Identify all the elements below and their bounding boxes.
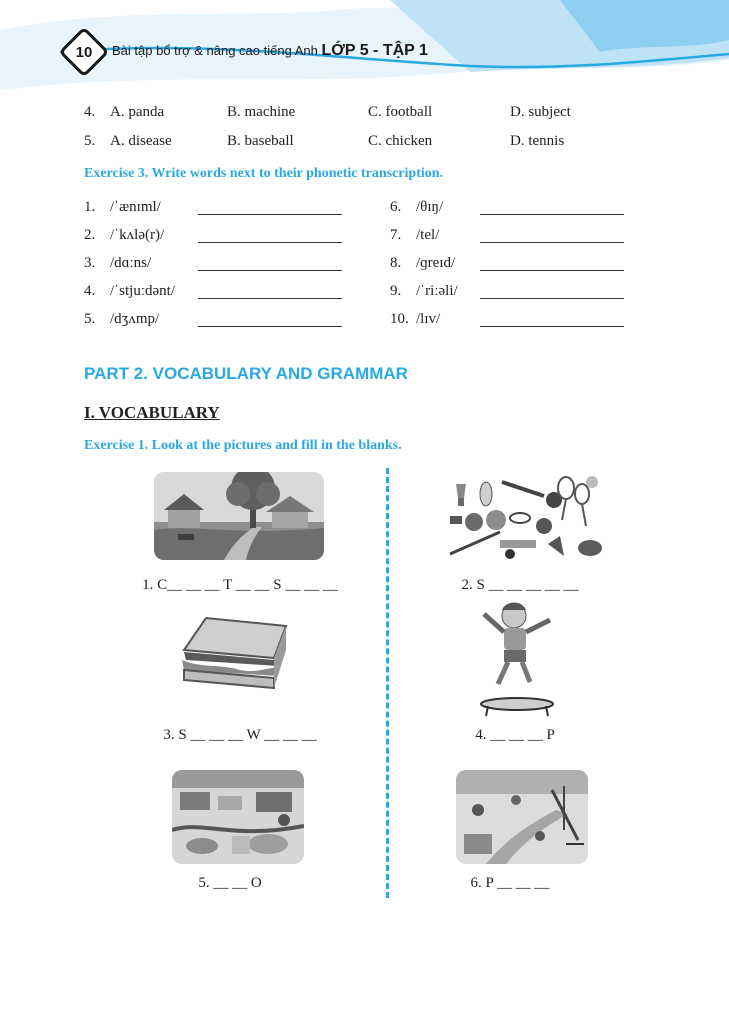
answer-blank[interactable] <box>480 242 624 243</box>
answer-blank[interactable] <box>480 270 624 271</box>
picture-caption: 5. __ __ O <box>198 875 262 891</box>
picture-caption: 3. S __ __ __ W __ __ __ <box>163 727 317 743</box>
picture-caption: 4. __ __ __ P <box>475 727 555 743</box>
picture-caption: 6. P __ __ __ <box>470 875 550 891</box>
vocabulary-heading: I. VOCABULARY <box>84 403 220 422</box>
sandwich-picture <box>170 610 292 692</box>
answer-blank[interactable] <box>480 326 624 327</box>
sports-picture <box>444 472 606 562</box>
park-picture <box>456 770 588 864</box>
part2-heading: PART 2. VOCABULARY AND GRAMMAR <box>84 364 408 383</box>
jump-picture <box>472 600 562 718</box>
answer-blank[interactable] <box>480 298 624 299</box>
answer-blank[interactable] <box>198 270 342 271</box>
page-header <box>0 0 729 90</box>
countryside-picture <box>154 472 324 560</box>
exercise1-heading: Exercise 1. Look at the pictures and fill in the blanks. <box>84 438 402 453</box>
zoo-picture <box>172 770 304 864</box>
exercise3-heading: Exercise 3. Write words next to their phonetic transcription. <box>84 166 444 181</box>
answer-blank[interactable] <box>480 214 624 215</box>
picture-caption: 1. C__ __ __ T __ __ S __ __ __ <box>142 577 338 593</box>
answer-blank[interactable] <box>198 326 342 327</box>
answer-blank[interactable] <box>198 298 342 299</box>
page-number: 10 <box>75 43 93 61</box>
answer-blank[interactable] <box>198 242 342 243</box>
answer-blank[interactable] <box>198 214 342 215</box>
picture-caption: 2. S __ __ __ __ __ <box>461 577 579 593</box>
book-title: Bài tập bổ trợ & nâng cao tiếng Anh LỚP 5 - TẬP 1 <box>112 42 428 59</box>
column-divider <box>386 468 389 898</box>
